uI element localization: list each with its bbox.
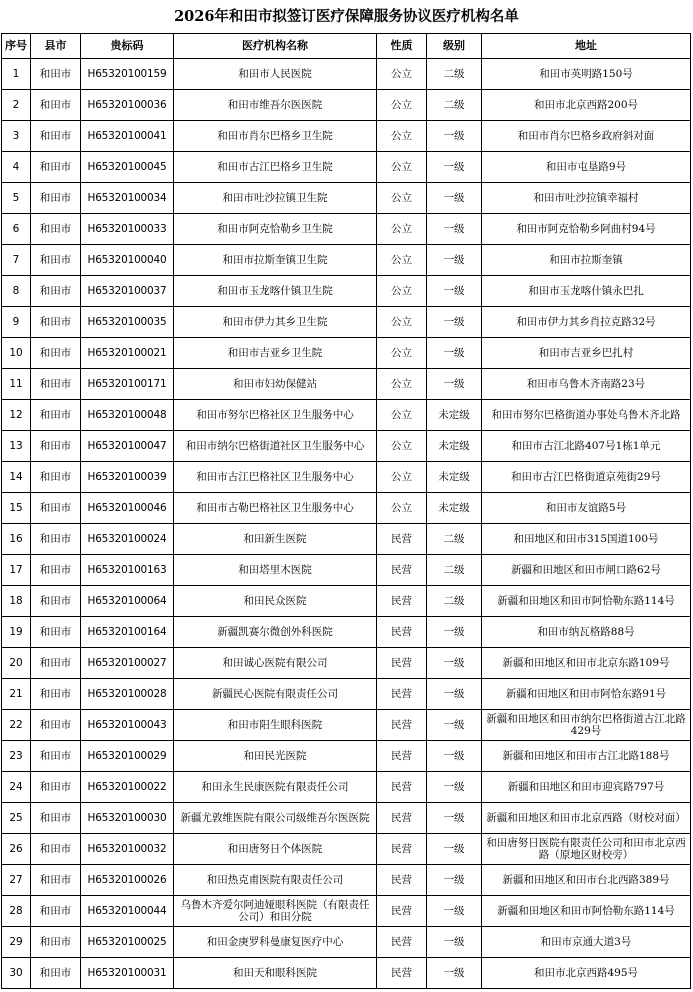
cell-address: 和田唐努日医院有限责任公司和田市北京西路（原地区财校旁） [482, 834, 691, 865]
cell-county: 和田市 [31, 648, 81, 679]
cell-code: H65320100046 [81, 493, 174, 524]
cell-address: 新疆和田地区和田市纳尔巴格街道古江北路429号 [482, 710, 691, 741]
cell-level: 一级 [427, 710, 482, 741]
cell-index: 23 [2, 741, 31, 772]
cell-address: 和田市纳瓦格路88号 [482, 617, 691, 648]
cell-address: 新疆和田地区和田市台北西路389号 [482, 865, 691, 896]
cell-type: 民营 [377, 927, 427, 958]
cell-code: H65320100031 [81, 958, 174, 989]
cell-county: 和田市 [31, 400, 81, 431]
table-row [2, 152, 691, 183]
table-row [2, 90, 691, 121]
cell-name: 和田市阿克恰勒乡卫生院 [174, 214, 377, 245]
cell-level: 二级 [427, 59, 482, 90]
cell-code: H65320100032 [81, 834, 174, 865]
cell-type: 民营 [377, 772, 427, 803]
cell-county: 和田市 [31, 338, 81, 369]
cell-county: 和田市 [31, 276, 81, 307]
cell-county: 和田市 [31, 834, 81, 865]
cell-address: 和田市伊力其乡肖拉克路32号 [482, 307, 691, 338]
cell-level: 一级 [427, 245, 482, 276]
cell-address: 和田市玉龙喀什镇永巴扎 [482, 276, 691, 307]
cell-code: H65320100045 [81, 152, 174, 183]
cell-level: 未定级 [427, 462, 482, 493]
cell-index: 7 [2, 245, 31, 276]
cell-county: 和田市 [31, 307, 81, 338]
cell-name: 和田市古江巴格乡卫生院 [174, 152, 377, 183]
cell-index: 4 [2, 152, 31, 183]
cell-name: 和田民众医院 [174, 586, 377, 617]
cell-type: 公立 [377, 152, 427, 183]
cell-code: H65320100163 [81, 555, 174, 586]
cell-index: 24 [2, 772, 31, 803]
cell-type: 公立 [377, 183, 427, 214]
cell-address: 和田市英明路150号 [482, 59, 691, 90]
cell-index: 27 [2, 865, 31, 896]
cell-level: 一级 [427, 648, 482, 679]
cell-code: H65320100025 [81, 927, 174, 958]
cell-type: 民营 [377, 741, 427, 772]
cell-county: 和田市 [31, 958, 81, 989]
header-county: 县市 [31, 34, 81, 59]
cell-address: 和田市乌鲁木齐南路23号 [482, 369, 691, 400]
cell-county: 和田市 [31, 524, 81, 555]
cell-code: H65320100035 [81, 307, 174, 338]
cell-type: 民营 [377, 524, 427, 555]
cell-code: H65320100041 [81, 121, 174, 152]
cell-index: 14 [2, 462, 31, 493]
cell-code: H65320100024 [81, 524, 174, 555]
cell-name: 新疆尤敦维医院有限公司级维吾尔医医院 [174, 803, 377, 834]
cell-type: 公立 [377, 276, 427, 307]
table-row [2, 121, 691, 152]
cell-type: 公立 [377, 431, 427, 462]
table-row [2, 741, 691, 772]
cell-level: 一级 [427, 307, 482, 338]
cell-level: 二级 [427, 524, 482, 555]
cell-address: 和田市阿克恰勒乡阿曲村94号 [482, 214, 691, 245]
cell-code: H65320100021 [81, 338, 174, 369]
cell-type: 民营 [377, 958, 427, 989]
cell-type: 民营 [377, 865, 427, 896]
table-row [2, 338, 691, 369]
table-row [2, 865, 691, 896]
cell-level: 一级 [427, 617, 482, 648]
cell-county: 和田市 [31, 90, 81, 121]
cell-county: 和田市 [31, 245, 81, 276]
table-row [2, 431, 691, 462]
cell-county: 和田市 [31, 710, 81, 741]
cell-county: 和田市 [31, 214, 81, 245]
cell-index: 19 [2, 617, 31, 648]
cell-level: 一级 [427, 834, 482, 865]
header-type: 性质 [377, 34, 427, 59]
cell-level: 二级 [427, 586, 482, 617]
cell-address: 和田市友谊路5号 [482, 493, 691, 524]
cell-address: 和田市吉亚乡巴扎村 [482, 338, 691, 369]
table-row [2, 245, 691, 276]
cell-level: 一级 [427, 338, 482, 369]
cell-index: 22 [2, 710, 31, 741]
cell-index: 28 [2, 896, 31, 927]
cell-code: H65320100171 [81, 369, 174, 400]
table-row [2, 834, 691, 865]
cell-index: 12 [2, 400, 31, 431]
cell-type: 公立 [377, 493, 427, 524]
cell-code: H65320100029 [81, 741, 174, 772]
cell-county: 和田市 [31, 741, 81, 772]
cell-address: 和田市古江北路407号1栋1单元 [482, 431, 691, 462]
cell-name: 和田热克甫医院有限责任公司 [174, 865, 377, 896]
table-row [2, 803, 691, 834]
cell-address: 和田市努尔巴格街道办事处乌鲁木齐北路 [482, 400, 691, 431]
cell-type: 公立 [377, 214, 427, 245]
cell-index: 8 [2, 276, 31, 307]
cell-county: 和田市 [31, 772, 81, 803]
cell-type: 民营 [377, 679, 427, 710]
cell-address: 新疆和田地区和田市阿恰勒东路114号 [482, 586, 691, 617]
table-row [2, 555, 691, 586]
cell-type: 公立 [377, 307, 427, 338]
cell-address: 和田市肖尔巴格乡政府斜对面 [482, 121, 691, 152]
cell-code: H65320100034 [81, 183, 174, 214]
cell-type: 公立 [377, 59, 427, 90]
cell-address: 和田市屯垦路9号 [482, 152, 691, 183]
cell-county: 和田市 [31, 152, 81, 183]
cell-level: 一级 [427, 369, 482, 400]
cell-type: 公立 [377, 90, 427, 121]
cell-index: 16 [2, 524, 31, 555]
cell-type: 民营 [377, 834, 427, 865]
cell-address: 和田市拉斯奎镇 [482, 245, 691, 276]
cell-level: 一级 [427, 679, 482, 710]
table-row [2, 586, 691, 617]
cell-address: 新疆和田地区和田市阿恰勒东路114号 [482, 896, 691, 927]
cell-code: H65320100159 [81, 59, 174, 90]
cell-level: 一级 [427, 276, 482, 307]
cell-name: 和田市玉龙喀什镇卫生院 [174, 276, 377, 307]
cell-type: 民营 [377, 648, 427, 679]
cell-county: 和田市 [31, 927, 81, 958]
table-row [2, 369, 691, 400]
cell-index: 17 [2, 555, 31, 586]
cell-name: 新疆民心医院有限责任公司 [174, 679, 377, 710]
header-address: 地址 [482, 34, 691, 59]
cell-index: 26 [2, 834, 31, 865]
cell-name: 和田民光医院 [174, 741, 377, 772]
cell-county: 和田市 [31, 431, 81, 462]
cell-name: 和田市肖尔巴格乡卫生院 [174, 121, 377, 152]
cell-index: 6 [2, 214, 31, 245]
cell-level: 一级 [427, 958, 482, 989]
cell-level: 二级 [427, 90, 482, 121]
table-row [2, 276, 691, 307]
cell-index: 25 [2, 803, 31, 834]
cell-code: H65320100164 [81, 617, 174, 648]
cell-type: 民营 [377, 896, 427, 927]
cell-name: 和田金庚罗科曼康复医疗中心 [174, 927, 377, 958]
cell-address: 新疆和田地区和田市北京西路（财校对面） [482, 803, 691, 834]
cell-code: H65320100028 [81, 679, 174, 710]
cell-code: H65320100064 [81, 586, 174, 617]
table-row [2, 617, 691, 648]
cell-county: 和田市 [31, 865, 81, 896]
cell-type: 民营 [377, 555, 427, 586]
cell-level: 一级 [427, 741, 482, 772]
table-row [2, 927, 691, 958]
cell-address: 和田市吐沙拉镇幸福村 [482, 183, 691, 214]
table-row [2, 648, 691, 679]
cell-level: 二级 [427, 555, 482, 586]
cell-level: 一级 [427, 183, 482, 214]
cell-index: 10 [2, 338, 31, 369]
cell-level: 一级 [427, 152, 482, 183]
table-row [2, 400, 691, 431]
cell-index: 5 [2, 183, 31, 214]
cell-code: H65320100030 [81, 803, 174, 834]
cell-name: 和田市吉亚乡卫生院 [174, 338, 377, 369]
header-name: 医疗机构名称 [174, 34, 377, 59]
cell-name: 和田市维吾尔医医院 [174, 90, 377, 121]
cell-type: 民营 [377, 586, 427, 617]
cell-level: 一级 [427, 803, 482, 834]
cell-type: 公立 [377, 400, 427, 431]
cell-address: 新疆和田地区和田市古江北路188号 [482, 741, 691, 772]
cell-county: 和田市 [31, 586, 81, 617]
cell-name: 和田永生民康医院有限责任公司 [174, 772, 377, 803]
cell-index: 21 [2, 679, 31, 710]
cell-type: 公立 [377, 369, 427, 400]
cell-name: 和田市阳生眼科医院 [174, 710, 377, 741]
cell-level: 一级 [427, 927, 482, 958]
table-row [2, 183, 691, 214]
cell-county: 和田市 [31, 183, 81, 214]
institution-table [1, 33, 691, 989]
cell-name: 和田新生医院 [174, 524, 377, 555]
cell-name: 和田市人民医院 [174, 59, 377, 90]
cell-level: 一级 [427, 865, 482, 896]
table-row [2, 462, 691, 493]
cell-index: 2 [2, 90, 31, 121]
cell-address: 和田市北京西路495号 [482, 958, 691, 989]
cell-level: 一级 [427, 121, 482, 152]
cell-county: 和田市 [31, 679, 81, 710]
cell-code: H65320100039 [81, 462, 174, 493]
table-row [2, 710, 691, 741]
cell-code: H65320100036 [81, 90, 174, 121]
cell-index: 3 [2, 121, 31, 152]
cell-type: 公立 [377, 245, 427, 276]
cell-type: 民营 [377, 617, 427, 648]
cell-county: 和田市 [31, 462, 81, 493]
cell-type: 公立 [377, 462, 427, 493]
table-row [2, 214, 691, 245]
cell-index: 1 [2, 59, 31, 90]
document-title: 2026年和田市拟签订医疗保障服务协议医疗机构名单 [174, 8, 519, 25]
cell-address: 新疆和田地区和田市迎宾路797号 [482, 772, 691, 803]
cell-code: H65320100026 [81, 865, 174, 896]
cell-county: 和田市 [31, 803, 81, 834]
table-row [2, 772, 691, 803]
cell-county: 和田市 [31, 896, 81, 927]
cell-name: 和田市纳尔巴格街道社区卫生服务中心 [174, 431, 377, 462]
header-level: 级别 [427, 34, 482, 59]
cell-code: H65320100048 [81, 400, 174, 431]
table-row [2, 524, 691, 555]
cell-name: 乌鲁木齐爱尔阿迪娅眼科医院（有限责任公司）和田分院 [174, 896, 377, 927]
table-row [2, 958, 691, 989]
cell-address: 和田市京通大道3号 [482, 927, 691, 958]
cell-code: H65320100043 [81, 710, 174, 741]
cell-index: 15 [2, 493, 31, 524]
cell-name: 和田塔里木医院 [174, 555, 377, 586]
cell-name: 和田市古江巴格社区卫生服务中心 [174, 462, 377, 493]
cell-level: 一级 [427, 214, 482, 245]
cell-code: H65320100033 [81, 214, 174, 245]
cell-level: 未定级 [427, 493, 482, 524]
cell-name: 和田市拉斯奎镇卫生院 [174, 245, 377, 276]
cell-code: H65320100022 [81, 772, 174, 803]
cell-name: 和田市伊力其乡卫生院 [174, 307, 377, 338]
cell-county: 和田市 [31, 121, 81, 152]
header-index: 序号 [2, 34, 31, 59]
cell-name: 新疆凯赛尔微创外科医院 [174, 617, 377, 648]
cell-level: 未定级 [427, 400, 482, 431]
cell-county: 和田市 [31, 59, 81, 90]
cell-type: 民营 [377, 710, 427, 741]
cell-name: 和田市吐沙拉镇卫生院 [174, 183, 377, 214]
cell-address: 新疆和田地区和田市北京东路109号 [482, 648, 691, 679]
cell-address: 和田市北京西路200号 [482, 90, 691, 121]
cell-name: 和田唐努日个体医院 [174, 834, 377, 865]
cell-index: 20 [2, 648, 31, 679]
cell-type: 公立 [377, 338, 427, 369]
cell-county: 和田市 [31, 369, 81, 400]
cell-county: 和田市 [31, 493, 81, 524]
header-code: 贵标码 [81, 34, 174, 59]
cell-name: 和田诚心医院有限公司 [174, 648, 377, 679]
cell-type: 公立 [377, 121, 427, 152]
table-header-row [2, 34, 691, 59]
table-row [2, 679, 691, 710]
cell-address: 和田市古江巴格街道京苑街29号 [482, 462, 691, 493]
cell-name: 和田天和眼科医院 [174, 958, 377, 989]
cell-code: H65320100027 [81, 648, 174, 679]
cell-code: H65320100044 [81, 896, 174, 927]
cell-level: 一级 [427, 772, 482, 803]
cell-code: H65320100047 [81, 431, 174, 462]
cell-address: 新疆和田地区和田市阿恰东路91号 [482, 679, 691, 710]
cell-county: 和田市 [31, 555, 81, 586]
table-row [2, 493, 691, 524]
table-row [2, 896, 691, 927]
cell-index: 9 [2, 307, 31, 338]
cell-level: 一级 [427, 896, 482, 927]
cell-index: 13 [2, 431, 31, 462]
cell-code: H65320100037 [81, 276, 174, 307]
cell-index: 11 [2, 369, 31, 400]
cell-level: 未定级 [427, 431, 482, 462]
cell-index: 29 [2, 927, 31, 958]
cell-name: 和田市努尔巴格社区卫生服务中心 [174, 400, 377, 431]
cell-type: 民营 [377, 803, 427, 834]
cell-index: 18 [2, 586, 31, 617]
cell-county: 和田市 [31, 617, 81, 648]
table-row [2, 307, 691, 338]
cell-code: H65320100040 [81, 245, 174, 276]
cell-address: 和田地区和田市315国道100号 [482, 524, 691, 555]
cell-name: 和田市妇幼保健站 [174, 369, 377, 400]
cell-index: 30 [2, 958, 31, 989]
cell-address: 新疆和田地区和田市闸口路62号 [482, 555, 691, 586]
cell-name: 和田市古勒巴格社区卫生服务中心 [174, 493, 377, 524]
table-row [2, 59, 691, 90]
